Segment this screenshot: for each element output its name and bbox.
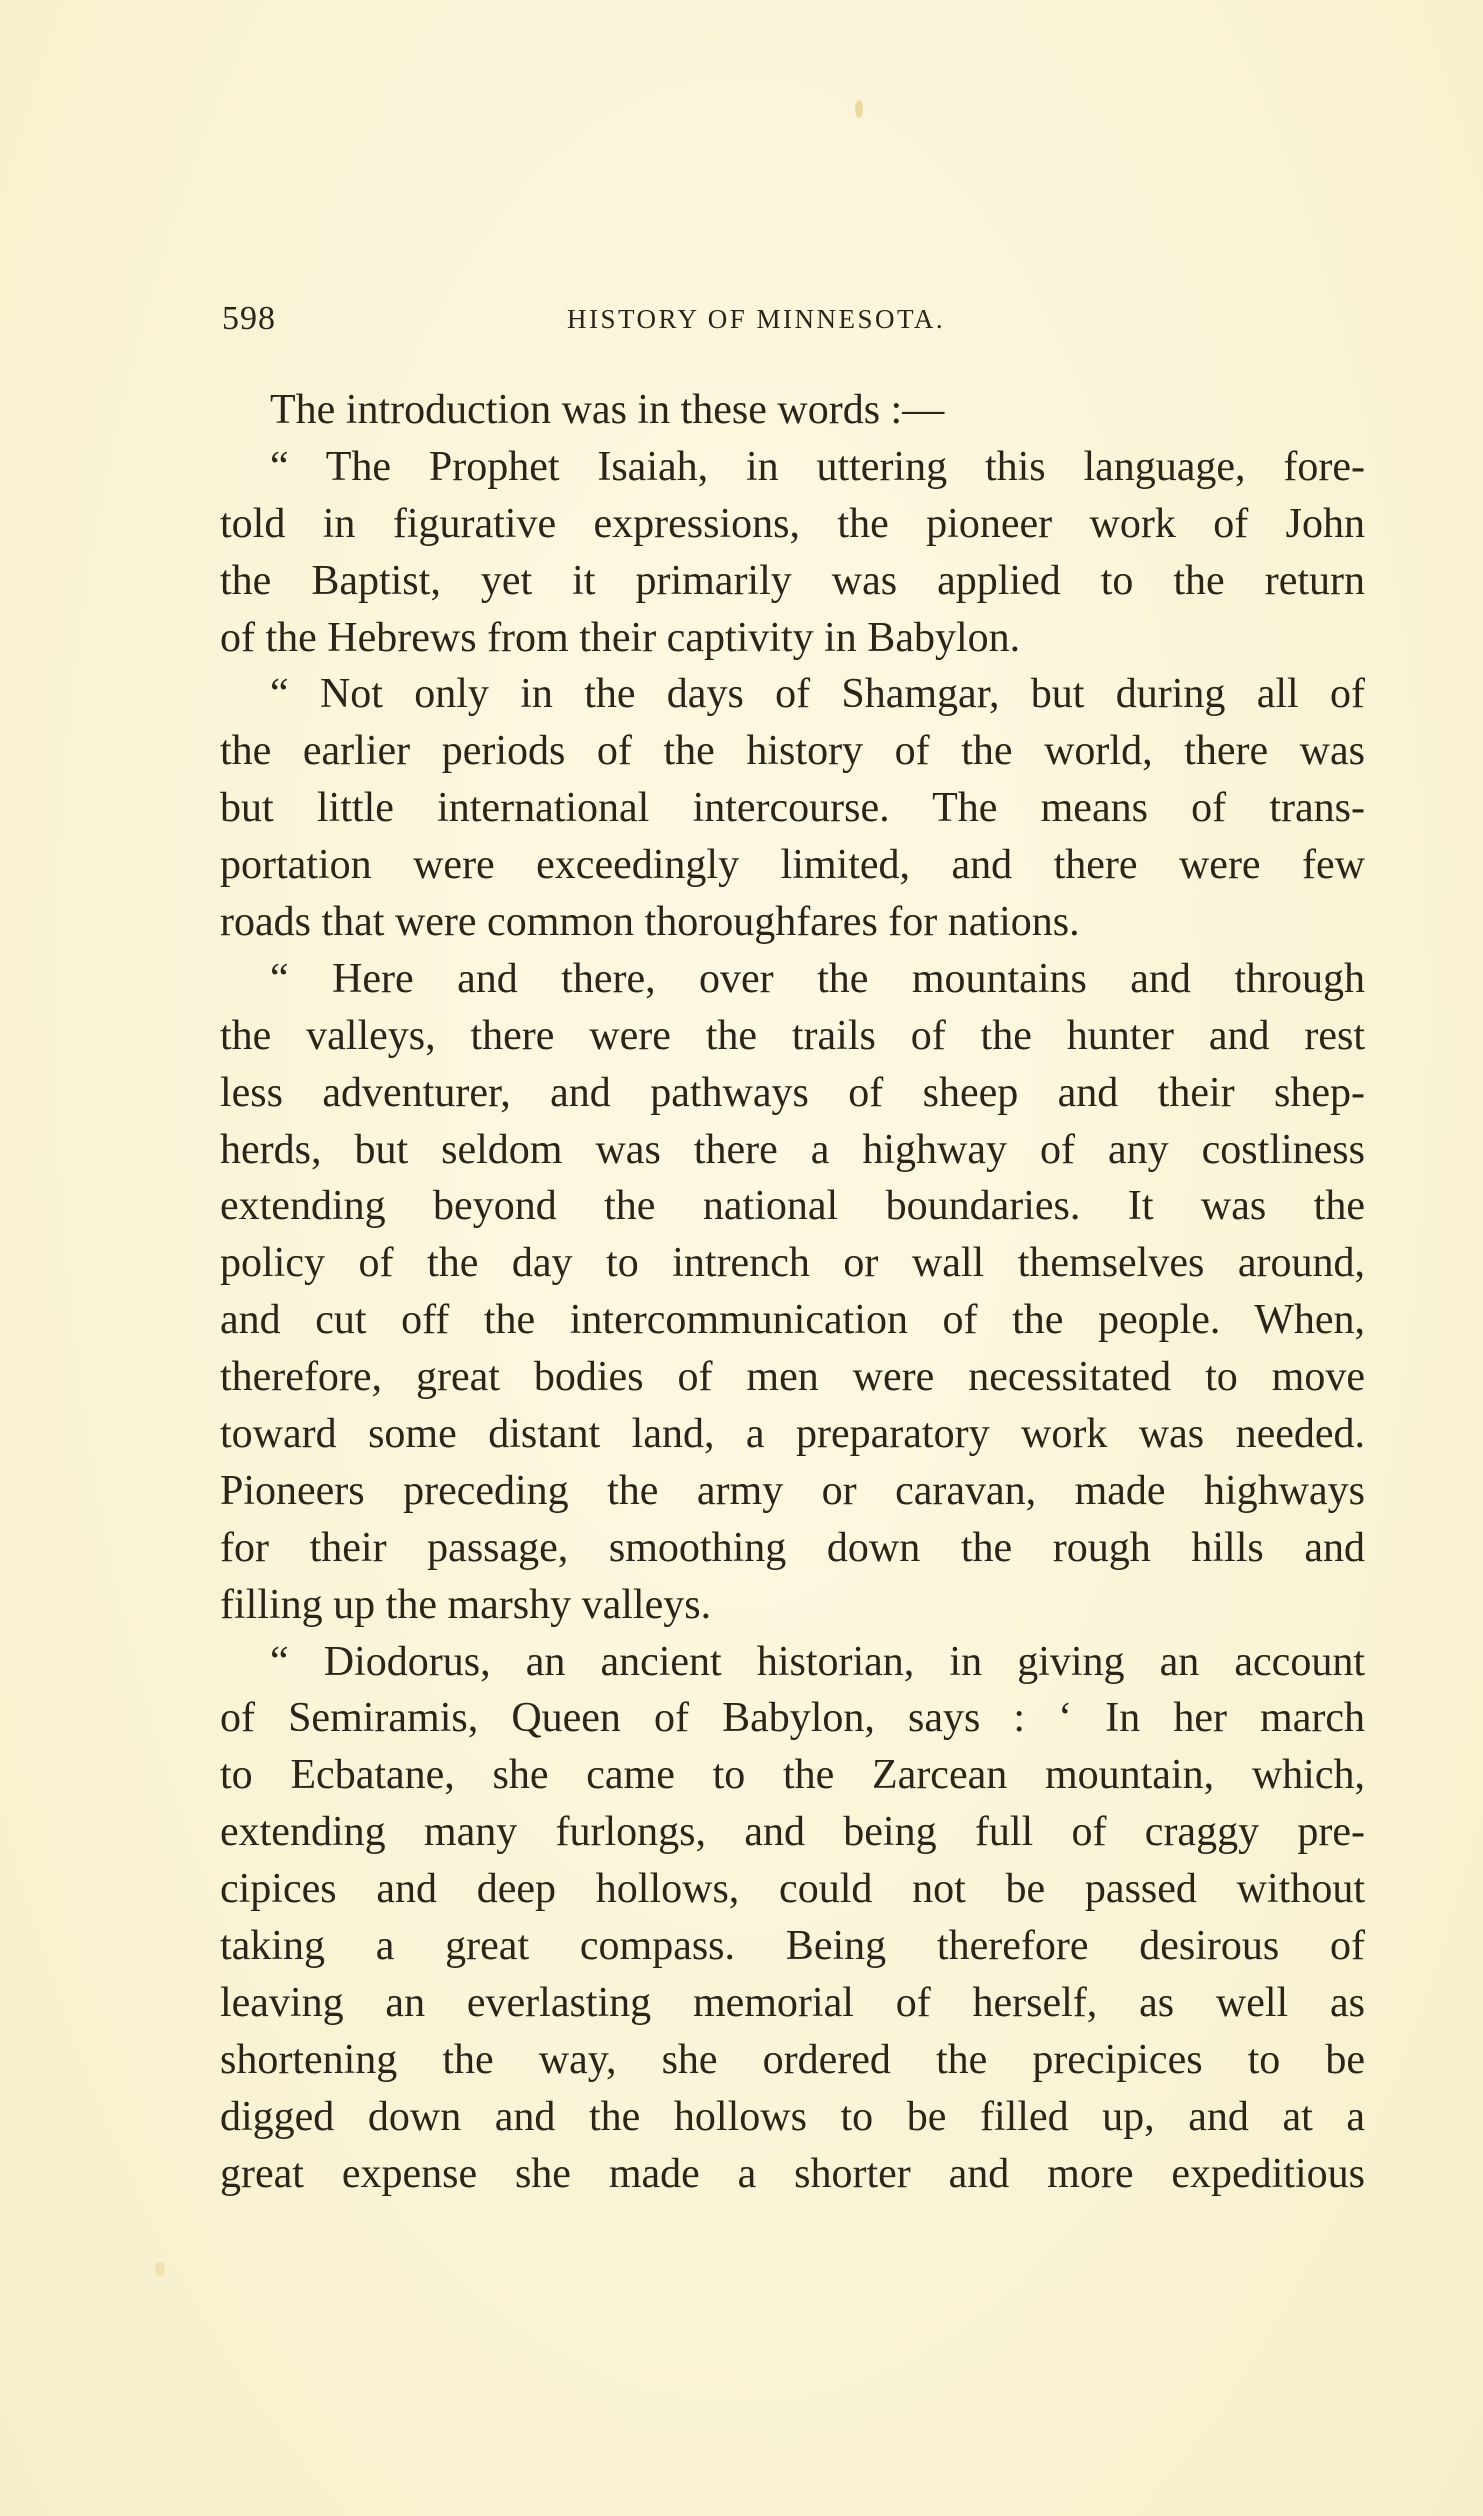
paper-stain (855, 100, 863, 118)
text-line: “ The Prophet Isaiah, in uttering this language, fore- (270, 443, 1365, 490)
text-line: “ Here and there, over the mountains and through (270, 955, 1365, 1002)
text-line: “ Not only in the days of Shamgar, but during all of (270, 671, 1365, 718)
text-line: to Ecbatane, she came to the Zarcean mountain, which, (220, 1752, 1365, 1799)
text-line: and cut off the intercommunication of the people. When, (220, 1297, 1365, 1344)
text-line: cipices and deep hollows, could not be passed without (220, 1866, 1365, 1913)
text-line: therefore, great bodies of men were necessitated to move (220, 1354, 1365, 1401)
text-line: extending beyond the national boundaries. It was the (220, 1183, 1365, 1230)
text-line: told in figurative expressions, the pioneer work of John (220, 500, 1365, 547)
text-line: the earlier periods of the history of the world, there was (220, 728, 1365, 775)
text-line: roads that were common thoroughfares for nations. (220, 899, 1080, 946)
text-line: the valleys, there were the trails of the hunter and rest (220, 1012, 1365, 1059)
text-line: toward some distant land, a preparatory work was needed. (220, 1411, 1365, 1458)
text-line: but little international intercourse. The means of trans- (220, 785, 1365, 832)
text-line: policy of the day to intrench or wall themselves around, (220, 1240, 1365, 1287)
text-line: The introduction was in these words :— (270, 387, 945, 433)
text-line: extending many furlongs, and being full of craggy pre- (220, 1809, 1365, 1856)
text-line: of Semiramis, Queen of Babylon, says : ‘ In her march (220, 1695, 1365, 1742)
text-line: “ Diodorus, an ancient historian, in giving an account (270, 1638, 1365, 1685)
text-line: of the Hebrews from their captivity in Babylon. (220, 614, 1021, 661)
text-line: digged down and the hollows to be filled up, and at a (220, 2093, 1365, 2140)
text-line: shortening the way, she ordered the precipices to be (220, 2036, 1365, 2083)
text-line: less adventurer, and pathways of sheep and their shep- (220, 1069, 1365, 1116)
running-head (222, 300, 1362, 340)
text-line: great expense she made a shorter and more expeditious (220, 2150, 1365, 2197)
text-line: taking a great compass. Being therefore desirous of (220, 1923, 1365, 1970)
text-line: herds, but seldom was there a highway of any costliness (220, 1126, 1365, 1173)
paper-stain (155, 2262, 165, 2276)
running-title: HISTORY OF MINNESOTA. (567, 304, 946, 334)
text-line: Pioneers preceding the army or caravan, made highways (220, 1467, 1365, 1514)
text-line: filling up the marshy valleys. (220, 1581, 712, 1628)
text-line: portation were exceedingly limited, and there were few (220, 842, 1365, 889)
text-line: the Baptist, yet it primarily was applied to the return (220, 557, 1365, 604)
page-number: 598 (222, 300, 276, 337)
text-line: leaving an everlasting memorial of herself, as well as (220, 1979, 1365, 2026)
body-text (220, 382, 1365, 2203)
text-line: for their passage, smoothing down the rough hills and (220, 1524, 1365, 1571)
